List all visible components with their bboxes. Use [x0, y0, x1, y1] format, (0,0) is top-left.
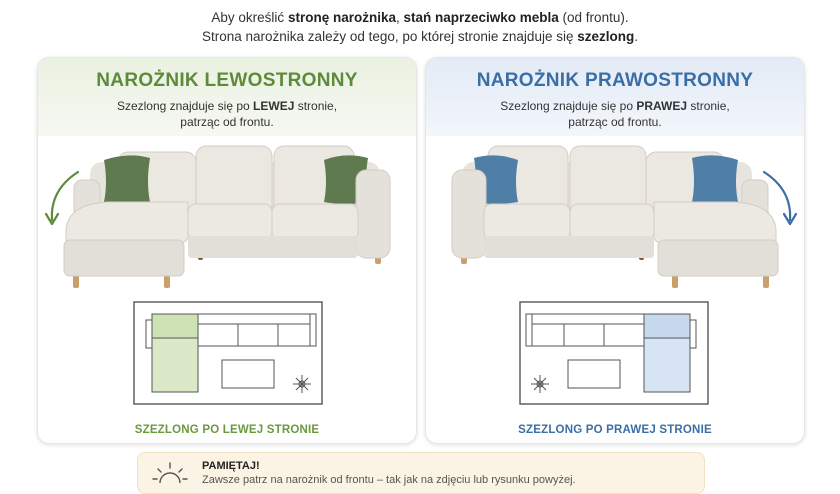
- left-panel-caption: SZEZLONG PO LEWEJ STRONIE: [134, 424, 320, 436]
- right-floor-plan: [516, 298, 712, 408]
- right-panel-caption: SZEZLONG PO PRAWEJ STRONIE: [518, 424, 712, 436]
- intro-text-part: (od frontu).: [558, 10, 629, 25]
- intro-line-1: [0, 8, 840, 27]
- subtitle-bold-left: LEWEJ: [253, 99, 295, 113]
- right-panel-subtitle: [426, 98, 804, 130]
- remember-body: Zawsze patrz na narożnik od frontu – tak jak na zdjęciu lub rysunku powyżej.: [202, 474, 576, 486]
- left-floor-plan: [130, 298, 326, 408]
- remember-note: [137, 452, 705, 494]
- right-panel-title: NAROŻNIK PRAWOSTRONNY: [476, 70, 754, 91]
- remember-title: PAMIĘTAJ!: [202, 460, 260, 472]
- subtitle-part: stronie,: [687, 99, 730, 113]
- left-sofa-illustration: [38, 138, 416, 298]
- intro-text-part: ,: [395, 10, 404, 25]
- left-panel-title: NAROŻNIK LEWOSTRONNY: [96, 70, 358, 91]
- left-corner-panel: [37, 57, 417, 444]
- subtitle-part: Szezlong znajduje się po: [500, 99, 637, 113]
- right-corner-panel: [425, 57, 805, 444]
- right-panel-header: [426, 58, 804, 136]
- right-sofa-illustration: [426, 138, 804, 298]
- left-panel-subtitle: [38, 98, 416, 130]
- intro-line-2: [0, 27, 840, 46]
- intro-bold-chaise: szezlong: [577, 29, 635, 44]
- sun-icon: [150, 457, 190, 487]
- subtitle-bold-right: PRAWEJ: [636, 99, 688, 113]
- left-panel-header: [38, 58, 416, 136]
- subtitle-part: Szezlong znajduje się po: [116, 99, 254, 113]
- subtitle-line-2: patrząc od frontu.: [568, 115, 662, 129]
- intro-bold-corner-side: stronę narożnika: [287, 10, 396, 25]
- intro-text-part: Strona narożnika zależy od tego, po której stronie znajduje się: [202, 29, 578, 44]
- intro-text-part: Aby określić: [211, 10, 288, 25]
- intro-bold-stand: stań naprzeciwko mebla: [403, 10, 559, 25]
- intro-text-part: .: [634, 29, 638, 44]
- subtitle-part: stronie,: [294, 99, 338, 113]
- intro-text: [0, 8, 840, 46]
- subtitle-line-2: patrząc od frontu.: [180, 115, 274, 129]
